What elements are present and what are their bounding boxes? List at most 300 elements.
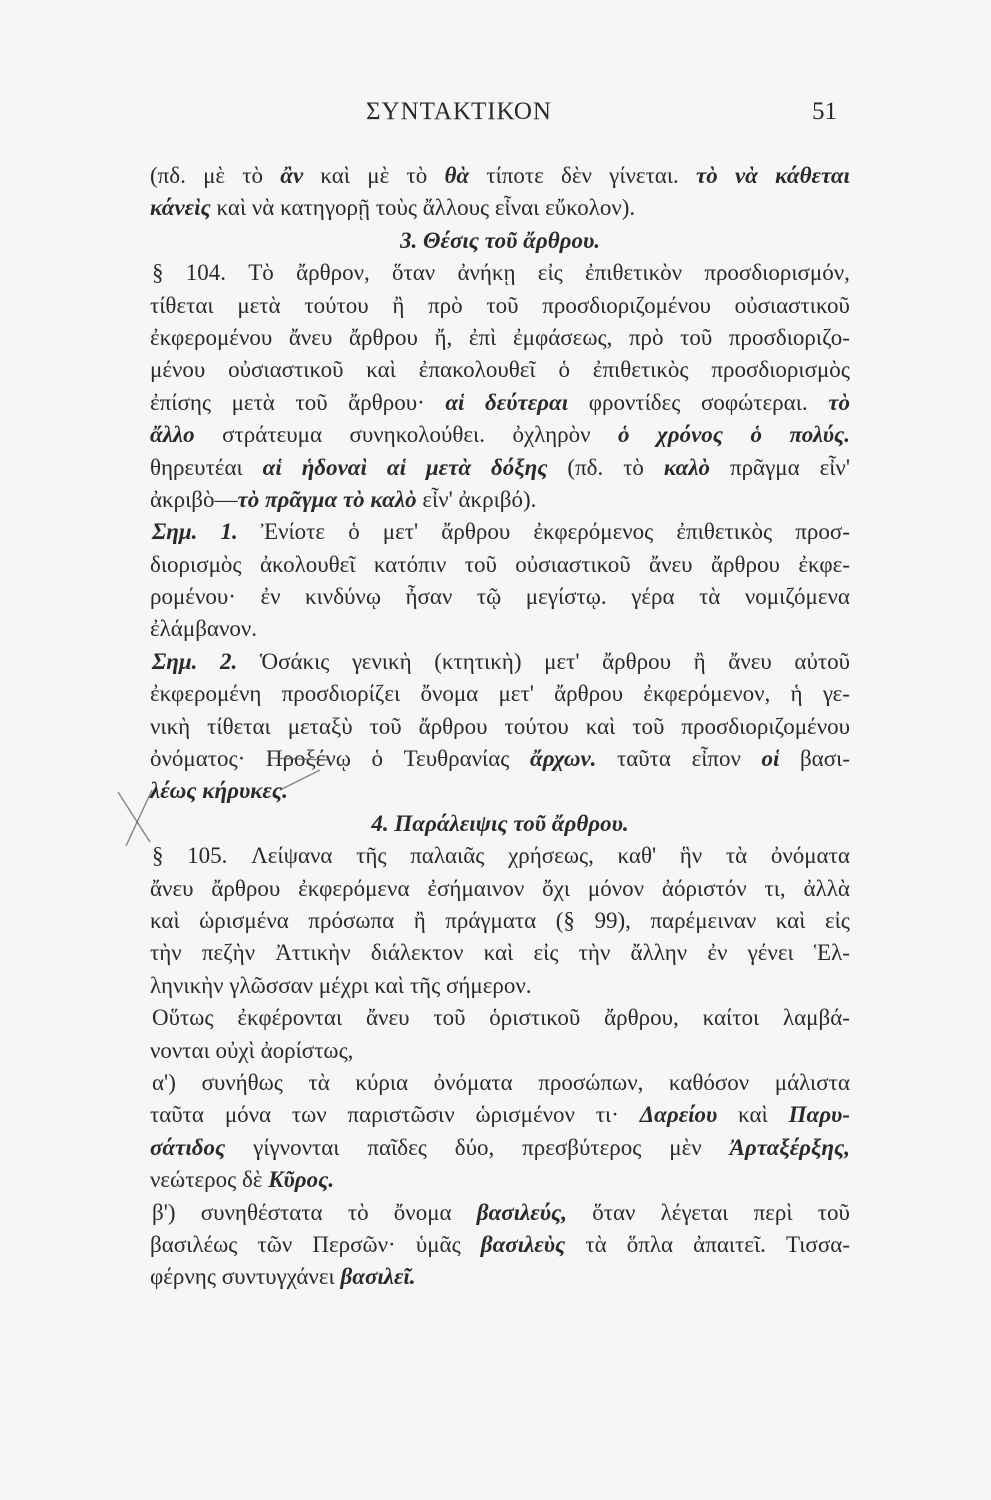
word [445, 387, 464, 419]
word [694, 646, 706, 678]
word [711, 354, 850, 386]
text-fragment: ἄρθρου [211, 875, 281, 901]
text-fragment: ὄνομα [420, 681, 479, 707]
italic-text: οἱ [761, 746, 780, 772]
text-fragment: προσδιορίζει [281, 681, 401, 707]
text-fragment: καὶ [738, 1102, 768, 1128]
text-fragment: καὶ [483, 940, 514, 966]
text-fragment: μετ' [544, 648, 580, 674]
word [618, 419, 630, 451]
text-fragment: εἰς [824, 907, 850, 933]
word [823, 678, 850, 710]
word [150, 970, 229, 1002]
text-fragment: τοῦ [680, 324, 713, 350]
italic-text: μετὰ [425, 454, 472, 480]
word [186, 257, 226, 289]
word [263, 452, 282, 484]
word [592, 1197, 635, 1229]
text-fragment: (κτητικὴ) [434, 648, 522, 674]
text-fragment: ὡρισμένα [199, 907, 289, 933]
text-fragment: καὶ [585, 713, 616, 739]
text-fragment: τίθεται [207, 713, 271, 739]
word [508, 840, 594, 872]
text-fragment: μὲ [367, 163, 390, 188]
word [481, 1229, 565, 1261]
text-fragment: πρὸ [628, 324, 664, 350]
text-fragment: μόνον [587, 875, 645, 901]
word [207, 711, 271, 743]
word [596, 1099, 619, 1131]
word [730, 452, 800, 484]
text-fragment: συνήθως [201, 1069, 283, 1095]
text-fragment: ἀκριβό). [458, 486, 537, 512]
text-fragment: τὰ [308, 1069, 330, 1095]
word [604, 1002, 679, 1034]
word [348, 387, 425, 419]
word [423, 192, 495, 224]
word [150, 581, 236, 613]
text-fragment: ὁ [371, 746, 383, 772]
text-line [150, 419, 850, 451]
italic-text: δόξης [490, 454, 548, 480]
word [640, 1099, 718, 1131]
word [522, 1132, 641, 1164]
text-fragment: ληνικὴν [150, 972, 224, 998]
italic-text: 4. [371, 810, 389, 836]
text-fragment: προσδιοριζομένου [681, 713, 850, 739]
text-fragment: τὸ [623, 454, 644, 480]
text-line [150, 1229, 850, 1261]
word [404, 743, 510, 775]
word [150, 290, 214, 322]
word [526, 581, 607, 613]
text-fragment: (πδ. [150, 163, 186, 188]
text-fragment: γένει [747, 940, 794, 966]
text-line [150, 1067, 850, 1099]
word [150, 452, 243, 484]
word [738, 1099, 768, 1131]
word [459, 484, 537, 516]
text-fragment: ἐπακολουθεῖ [418, 357, 536, 383]
word [420, 678, 478, 710]
word [542, 290, 711, 322]
italic-text: ἄρθρου. [523, 227, 601, 253]
text-line [150, 225, 850, 257]
word [617, 743, 671, 775]
text-fragment: ἢ [413, 907, 426, 933]
text-fragment: ἀνήκῃ [457, 260, 516, 286]
italic-text: ἄλλο [150, 422, 195, 448]
text-fragment: κύρια [355, 1069, 409, 1095]
word [561, 160, 592, 192]
word [545, 192, 635, 224]
text-fragment: ὁ [558, 357, 570, 383]
text-fragment: μέχρι [318, 972, 369, 998]
word [216, 1035, 261, 1067]
text-fragment: τοῦ [632, 713, 665, 739]
text-fragment: ἐπιθετικὸς [676, 519, 773, 545]
word [422, 484, 458, 516]
word [349, 322, 418, 354]
text-fragment: συνηθέστατα [200, 1199, 323, 1225]
text-line [150, 1035, 850, 1067]
text-fragment: εἶν' [819, 454, 850, 480]
word [348, 516, 360, 548]
text-fragment: μετὰ [237, 292, 281, 318]
word [150, 549, 242, 581]
text-line [150, 387, 850, 419]
word [152, 257, 164, 289]
text-fragment: (§ [555, 907, 575, 933]
text-fragment: 99), [594, 907, 631, 933]
text-fragment: τῆς [356, 843, 387, 869]
word [643, 678, 770, 710]
word [680, 322, 712, 354]
text-fragment: βασι- [799, 746, 850, 772]
text-fragment: ἢ [392, 292, 405, 318]
text-fragment: γλῶσσαν [229, 972, 314, 998]
italic-text: ὁ [750, 422, 763, 448]
text-fragment: καὶ [775, 907, 806, 933]
word [302, 452, 367, 484]
text-fragment: ἄρθρου [554, 681, 624, 707]
word [152, 1067, 176, 1099]
word [513, 322, 612, 354]
word [371, 937, 464, 969]
text-fragment: ἐν [707, 940, 728, 966]
word [343, 484, 370, 516]
word [367, 160, 389, 192]
text-fragment: ἄρθρου· [348, 389, 425, 415]
text-fragment: εἶν' [422, 486, 453, 512]
word [221, 516, 238, 548]
word [585, 257, 682, 289]
word [280, 192, 376, 224]
word [446, 970, 532, 1002]
text-fragment: ἄλλους [422, 195, 490, 221]
word [650, 905, 756, 937]
word [371, 808, 394, 840]
text-line [150, 808, 850, 840]
text-fragment: εἰς [537, 260, 563, 286]
text-fragment: ἐκφερόμενος [533, 519, 654, 545]
word [248, 257, 274, 289]
word [150, 743, 245, 775]
text-fragment: Τευθρανίας [403, 746, 510, 772]
italic-text: τὸ [237, 486, 260, 512]
word [428, 290, 463, 322]
body-text [150, 160, 850, 1294]
text-fragment: καθόσον [668, 1069, 750, 1095]
italic-text: αἱ [445, 389, 465, 415]
word [669, 1067, 749, 1099]
text-fragment: Τὸ [248, 260, 274, 286]
text-fragment: ἄρθρου [418, 713, 488, 739]
page-header [0, 98, 991, 138]
text-fragment: στράτευμα [222, 422, 322, 448]
text-line [150, 1261, 850, 1293]
text-line [150, 1002, 850, 1034]
word [486, 290, 518, 322]
text-fragment: καὶ [150, 907, 180, 933]
word [552, 808, 629, 840]
italic-text: Ἀρταξέρξης, [729, 1134, 850, 1160]
word [366, 1002, 410, 1034]
text-fragment: καὶ [320, 163, 351, 188]
text-fragment: καὶ [374, 972, 405, 998]
text-fragment: ἐκφε- [798, 551, 850, 577]
word [258, 1229, 293, 1261]
italic-text: δεύτεραι [485, 389, 569, 415]
text-fragment: τῆς [409, 972, 441, 998]
word [348, 1197, 369, 1229]
word [554, 678, 623, 710]
word [703, 1002, 760, 1034]
text-fragment: τὸ [242, 163, 264, 188]
word [544, 646, 579, 678]
word [150, 1164, 242, 1196]
word [558, 354, 570, 386]
word [556, 905, 575, 937]
word [771, 840, 850, 872]
word [298, 873, 409, 905]
text-fragment: τούτου [504, 713, 569, 739]
text-fragment: ἄνευ [728, 648, 772, 674]
text-line [150, 678, 850, 710]
word [150, 1035, 216, 1067]
word [372, 743, 384, 775]
word [729, 322, 850, 354]
text-fragment: τι, [764, 875, 786, 901]
word [253, 1132, 339, 1164]
word [457, 257, 515, 289]
text-fragment: ἄνευ [366, 1005, 410, 1031]
word [201, 1197, 323, 1229]
word [664, 452, 710, 484]
text-fragment: καὶ [216, 195, 247, 221]
italic-text: Θέσις [422, 227, 479, 253]
word [632, 711, 664, 743]
text-fragment: Ἐνίοτε [260, 519, 326, 545]
text-line [150, 775, 850, 807]
text-fragment: νονται [150, 1037, 210, 1063]
word [260, 581, 280, 613]
word [340, 1261, 415, 1293]
word [387, 452, 406, 484]
word [229, 970, 318, 1002]
text-fragment: ἀλλὰ [803, 875, 850, 901]
word [392, 257, 435, 289]
word [150, 711, 190, 743]
text-fragment: Λείψανα [251, 843, 333, 869]
text-fragment: μόνα [224, 1102, 272, 1128]
italic-text: Κῦρος. [268, 1167, 335, 1193]
word [594, 905, 630, 937]
text-fragment: παριστῶσιν [347, 1102, 455, 1128]
word [798, 549, 850, 581]
word [477, 1197, 567, 1229]
italic-text: ἄρθρου. [551, 810, 629, 836]
text-fragment: προσδιοριζομένου [542, 292, 711, 318]
word [392, 290, 404, 322]
word [280, 160, 303, 192]
running-title: ΣΥΝΤΑΚΤΙΚΟΝ [366, 98, 552, 125]
word [538, 1067, 643, 1099]
italic-text: τοῦ [484, 227, 518, 253]
text-fragment: § [152, 260, 164, 286]
word [567, 452, 603, 484]
text-fragment: πρὸ [428, 292, 463, 318]
word [150, 419, 195, 451]
text-line [150, 1132, 850, 1164]
text-fragment: ὑμᾶς [415, 1231, 461, 1257]
word [319, 970, 375, 1002]
text-line [150, 516, 850, 548]
text-fragment: λέγεται [660, 1199, 729, 1225]
page-number: 51 [812, 98, 837, 125]
word [513, 808, 551, 840]
text-fragment: μεγίστῳ. [525, 584, 607, 610]
word [754, 1197, 793, 1229]
text-fragment: τοῦ [369, 713, 402, 739]
italic-text: κήρυκες. [202, 778, 288, 804]
word [152, 646, 197, 678]
text-fragment: α') [152, 1069, 176, 1095]
text-fragment: μένου [150, 357, 206, 383]
word [579, 937, 611, 969]
word [237, 1002, 342, 1034]
text-fragment: δὲν [561, 163, 592, 188]
text-fragment: τὰ [585, 1231, 607, 1257]
text-fragment: ἡ [790, 681, 803, 707]
word [533, 516, 653, 548]
word [820, 452, 850, 484]
word [661, 1197, 729, 1229]
italic-text: ὁ [618, 422, 630, 448]
text-fragment: ὁριστικοῦ [489, 1005, 581, 1031]
word [444, 160, 469, 192]
text-fragment: ἀπαιτεῖ. [693, 1231, 766, 1257]
text-line [150, 1164, 850, 1196]
word [441, 516, 510, 548]
word [203, 160, 225, 192]
word [410, 840, 484, 872]
text-fragment: πεζὴν [201, 940, 256, 966]
text-fragment: φροντίδες [588, 389, 681, 415]
text-fragment: τοῦ [464, 551, 497, 577]
word [265, 484, 343, 516]
text-fragment: οὐσιαστικοῦ [515, 551, 631, 577]
word [783, 1002, 850, 1034]
text-line [150, 581, 850, 613]
italic-text: καλὸ [370, 486, 417, 512]
word [804, 873, 850, 905]
word [790, 419, 850, 451]
text-fragment: κινδύνῳ [305, 584, 381, 610]
text-fragment: μεταξὺ [287, 713, 353, 739]
word [423, 225, 485, 257]
text-fragment: παλαιᾶς [410, 843, 485, 869]
word [730, 1132, 850, 1164]
word [201, 1067, 282, 1099]
word [586, 711, 616, 743]
text-fragment: τι· [595, 1102, 619, 1128]
word [152, 516, 197, 548]
word [530, 743, 596, 775]
text-line [150, 840, 850, 872]
text-line [150, 549, 850, 581]
word [707, 937, 727, 969]
text-fragment: 104. [185, 260, 226, 286]
text-fragment: σήμερον. [445, 972, 532, 998]
word [791, 678, 803, 710]
italic-text: βασιλεύς, [476, 1199, 567, 1225]
word [150, 1261, 222, 1293]
text-fragment: οὐσιαστικοῦ [734, 292, 850, 318]
word [751, 419, 763, 451]
word [150, 678, 261, 710]
word [407, 160, 428, 192]
word [726, 840, 747, 872]
text-line [150, 452, 850, 484]
text-line [150, 160, 850, 192]
text-fragment: καθ' [617, 843, 657, 869]
text-fragment: γέρα [631, 584, 675, 610]
text-fragment: ἄρθρον, [296, 260, 370, 286]
word [220, 646, 237, 678]
text-fragment: ἐκφερόμενον, [643, 681, 771, 707]
text-fragment: μάλιστα [774, 1069, 850, 1095]
word [680, 840, 702, 872]
word [609, 160, 679, 192]
text-fragment: τῷ [476, 584, 502, 610]
text-line [150, 613, 850, 645]
text-fragment: συντυγχάνει [221, 1264, 335, 1290]
text-fragment: φέρνης [150, 1264, 216, 1290]
italic-text: κάνεὶς [150, 195, 211, 221]
word [748, 937, 794, 969]
text-fragment: εἶναι [494, 195, 540, 221]
word [789, 1099, 850, 1131]
text-fragment: Ἀττικὴν [275, 940, 351, 966]
text-fragment: παῖδες [367, 1134, 427, 1160]
text-line [150, 1197, 850, 1229]
text-fragment: ἐπὶ [468, 324, 497, 350]
word [649, 549, 693, 581]
word [489, 1002, 580, 1034]
word [693, 1229, 766, 1261]
text-fragment: ἄνευ [649, 551, 693, 577]
text-fragment: ἄρθρου [441, 519, 511, 545]
text-fragment: ἄρθρου [348, 324, 418, 350]
word [534, 937, 559, 969]
text-fragment: ἐσήμαινον [427, 875, 525, 901]
italic-text: 3. [399, 227, 418, 253]
word [352, 646, 412, 678]
text-fragment: τὰ [699, 584, 721, 610]
text-fragment: τίθεται [150, 292, 214, 318]
italic-text: 1. [220, 519, 238, 545]
text-fragment: τοῦ [817, 1199, 850, 1225]
word [786, 1229, 850, 1261]
word [775, 1067, 850, 1099]
text-fragment: ἐπιθετικὸς [592, 357, 689, 383]
word [701, 387, 808, 419]
word [426, 452, 471, 484]
word [348, 1099, 455, 1131]
word [627, 1229, 673, 1261]
text-fragment: ὄνομα [393, 1199, 452, 1225]
